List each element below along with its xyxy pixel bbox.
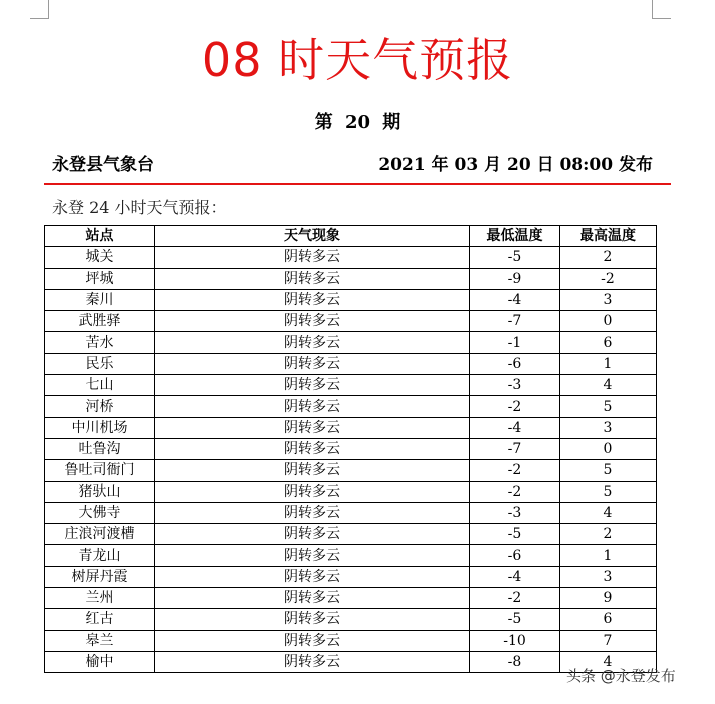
table-row <box>45 438 657 459</box>
table-row <box>45 332 657 353</box>
max-temp-cell: 1 <box>560 353 657 374</box>
weather-cell: 阴转多云 <box>155 375 470 396</box>
table-row <box>45 460 657 481</box>
table-row <box>45 524 657 545</box>
station-cell: 兰州 <box>45 588 155 609</box>
max-temp-cell: 3 <box>560 417 657 438</box>
weather-cell: 阴转多云 <box>155 247 470 268</box>
min-temp-cell: -1 <box>470 332 560 353</box>
weather-cell: 阴转多云 <box>155 460 470 481</box>
min-temp-cell: -2 <box>470 588 560 609</box>
min-temp-cell: -5 <box>470 247 560 268</box>
station-cell: 青龙山 <box>45 545 155 566</box>
max-temp-cell: 2 <box>560 247 657 268</box>
max-temp-cell: 4 <box>560 502 657 523</box>
weather-cell: 阴转多云 <box>155 481 470 502</box>
issue-number: 第 20 期 <box>314 112 401 133</box>
table-row <box>45 545 657 566</box>
table-row <box>45 268 657 289</box>
weather-cell: 阴转多云 <box>155 438 470 459</box>
max-temp-cell: -2 <box>560 268 657 289</box>
min-temp-cell: -7 <box>470 311 560 332</box>
station-cell: 坪城 <box>45 268 155 289</box>
max-temp-cell: 4 <box>560 375 657 396</box>
min-temp-cell: -10 <box>470 630 560 651</box>
weather-cell: 阴转多云 <box>155 588 470 609</box>
table-row <box>45 375 657 396</box>
min-temp-cell: -4 <box>470 417 560 438</box>
station-cell: 苦水 <box>45 332 155 353</box>
weather-cell: 阴转多云 <box>155 566 470 587</box>
min-temp-cell: -3 <box>470 502 560 523</box>
station-cell: 猪驮山 <box>45 481 155 502</box>
weather-cell: 阴转多云 <box>155 651 470 672</box>
forecast-subtitle: 永登 24 小时天气预报： <box>52 198 227 217</box>
max-temp-cell: 5 <box>560 481 657 502</box>
max-temp-cell: 6 <box>560 332 657 353</box>
table-row <box>45 481 657 502</box>
weather-cell: 阴转多云 <box>155 332 470 353</box>
max-temp-cell: 5 <box>560 460 657 481</box>
header-station: 站点 <box>45 226 155 247</box>
min-temp-cell: -9 <box>470 268 560 289</box>
station-cell: 武胜驿 <box>45 311 155 332</box>
min-temp-cell: -2 <box>470 460 560 481</box>
table-header-row <box>45 226 657 247</box>
station-name: 永登县气象台 <box>52 155 154 175</box>
table-row <box>45 630 657 651</box>
max-temp-cell: 4 <box>560 651 657 672</box>
station-cell: 榆中 <box>45 651 155 672</box>
station-cell: 吐鲁沟 <box>45 438 155 459</box>
release-time: 2021 年 03 月 20 日 08:00 发布 <box>378 155 653 175</box>
table-row <box>45 651 657 672</box>
station-cell: 树屏丹霞 <box>45 566 155 587</box>
max-temp-cell: 3 <box>560 289 657 310</box>
header-max-temp: 最高温度 <box>560 226 657 247</box>
min-temp-cell: -6 <box>470 545 560 566</box>
station-cell: 皋兰 <box>45 630 155 651</box>
header-divider <box>44 183 671 185</box>
max-temp-cell: 0 <box>560 438 657 459</box>
weather-cell: 阴转多云 <box>155 524 470 545</box>
weather-cell: 阴转多云 <box>155 417 470 438</box>
page-corner-mark-right <box>652 0 671 19</box>
min-temp-cell: -4 <box>470 566 560 587</box>
station-cell: 城关 <box>45 247 155 268</box>
min-temp-cell: -6 <box>470 353 560 374</box>
min-temp-cell: -2 <box>470 481 560 502</box>
weather-cell: 阴转多云 <box>155 353 470 374</box>
min-temp-cell: -5 <box>470 524 560 545</box>
table-row <box>45 502 657 523</box>
table-row <box>45 289 657 310</box>
weather-cell: 阴转多云 <box>155 396 470 417</box>
station-cell: 民乐 <box>45 353 155 374</box>
station-cell: 中川机场 <box>45 417 155 438</box>
station-cell: 大佛寺 <box>45 502 155 523</box>
station-cell: 秦川 <box>45 289 155 310</box>
weather-cell: 阴转多云 <box>155 289 470 310</box>
page-corner-mark-left <box>30 0 49 19</box>
table-row <box>45 566 657 587</box>
table-row <box>45 396 657 417</box>
min-temp-cell: -5 <box>470 609 560 630</box>
weather-cell: 阴转多云 <box>155 630 470 651</box>
min-temp-cell: -8 <box>470 651 560 672</box>
weather-cell: 阴转多云 <box>155 502 470 523</box>
min-temp-cell: -3 <box>470 375 560 396</box>
min-temp-cell: -4 <box>470 289 560 310</box>
min-temp-cell: -7 <box>470 438 560 459</box>
table-row <box>45 588 657 609</box>
table-row <box>45 609 657 630</box>
table-body <box>45 247 657 673</box>
station-cell: 七山 <box>45 375 155 396</box>
max-temp-cell: 6 <box>560 609 657 630</box>
max-temp-cell: 0 <box>560 311 657 332</box>
header-min-temp: 最低温度 <box>470 226 560 247</box>
table-row <box>45 417 657 438</box>
max-temp-cell: 7 <box>560 630 657 651</box>
watermark: 头条 @永登发布 <box>566 667 676 685</box>
station-cell: 鲁吐司衙门 <box>45 460 155 481</box>
station-cell: 庄浪河渡槽 <box>45 524 155 545</box>
max-temp-cell: 1 <box>560 545 657 566</box>
max-temp-cell: 9 <box>560 588 657 609</box>
document-title: 08 时天气预报 <box>201 33 514 87</box>
weather-cell: 阴转多云 <box>155 268 470 289</box>
weather-cell: 阴转多云 <box>155 545 470 566</box>
table-row <box>45 311 657 332</box>
station-cell: 红古 <box>45 609 155 630</box>
max-temp-cell: 2 <box>560 524 657 545</box>
max-temp-cell: 5 <box>560 396 657 417</box>
header-weather: 天气现象 <box>155 226 470 247</box>
weather-cell: 阴转多云 <box>155 609 470 630</box>
max-temp-cell: 3 <box>560 566 657 587</box>
min-temp-cell: -2 <box>470 396 560 417</box>
forecast-table <box>44 225 657 673</box>
table-row <box>45 247 657 268</box>
station-cell: 河桥 <box>45 396 155 417</box>
weather-cell: 阴转多云 <box>155 311 470 332</box>
table-row <box>45 353 657 374</box>
